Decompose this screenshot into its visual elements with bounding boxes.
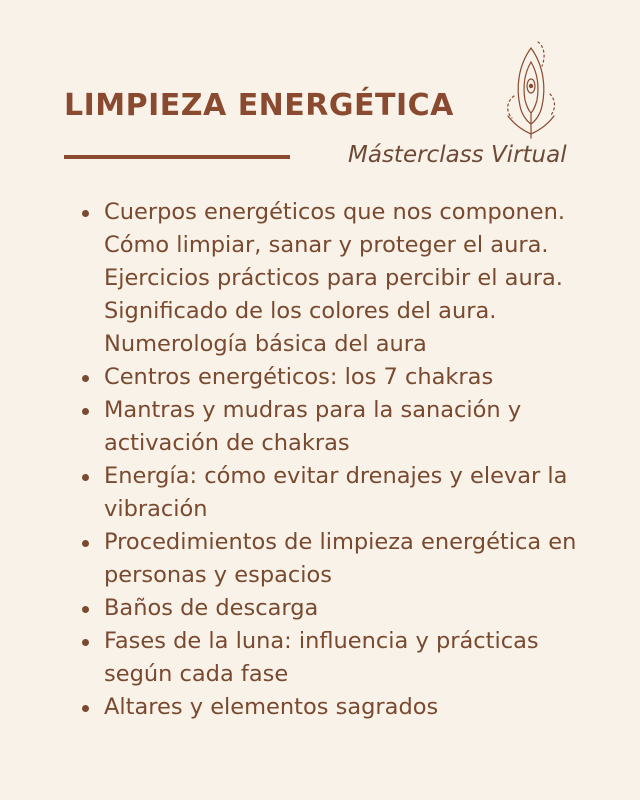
page-title: LIMPIEZA ENERGÉTICA [64,88,454,123]
list-item [72,625,592,691]
list-item [72,394,592,460]
bullet-icon [82,540,89,547]
list-item-text: Mantras y mudras para la sanación y activación de chakras [104,397,522,456]
list-item [72,592,592,625]
bullet-icon [82,408,89,415]
bullet-icon [82,639,89,646]
bullet-icon [82,606,89,613]
list-item-text: Baños de descarga [104,595,319,621]
bullet-icon [82,375,89,382]
list-item-text: Altares y elementos sagrados [104,694,439,720]
title-divider [64,155,290,159]
subtitle: Másterclass Virtual [348,142,567,168]
topic-list [72,196,592,724]
list-item [72,196,592,361]
list-item-text: Energía: cómo evitar drenajes y elevar la vibración [104,463,568,522]
list-item [72,361,592,394]
list-item [72,691,592,724]
bullet-icon [82,705,89,712]
list-item [72,526,592,592]
list-item-text: Cuerpos energéticos que nos componen. Cómo limpiar, sanar y proteger el aura. Ejercicios prácticos para percibir el aura. Significado de los colores del aura. Numerología básica del aura [104,199,566,357]
list-item-text: Procedimientos de limpieza energética en personas y espacios [104,529,577,588]
list-item-text: Fases de la luna: influencia y prácticas según cada fase [104,628,539,687]
bullet-icon [82,210,89,217]
list-item-text: Centros energéticos: los 7 chakras [104,364,494,390]
feather-icon [500,36,562,142]
list-item [72,460,592,526]
bullet-icon [82,474,89,481]
